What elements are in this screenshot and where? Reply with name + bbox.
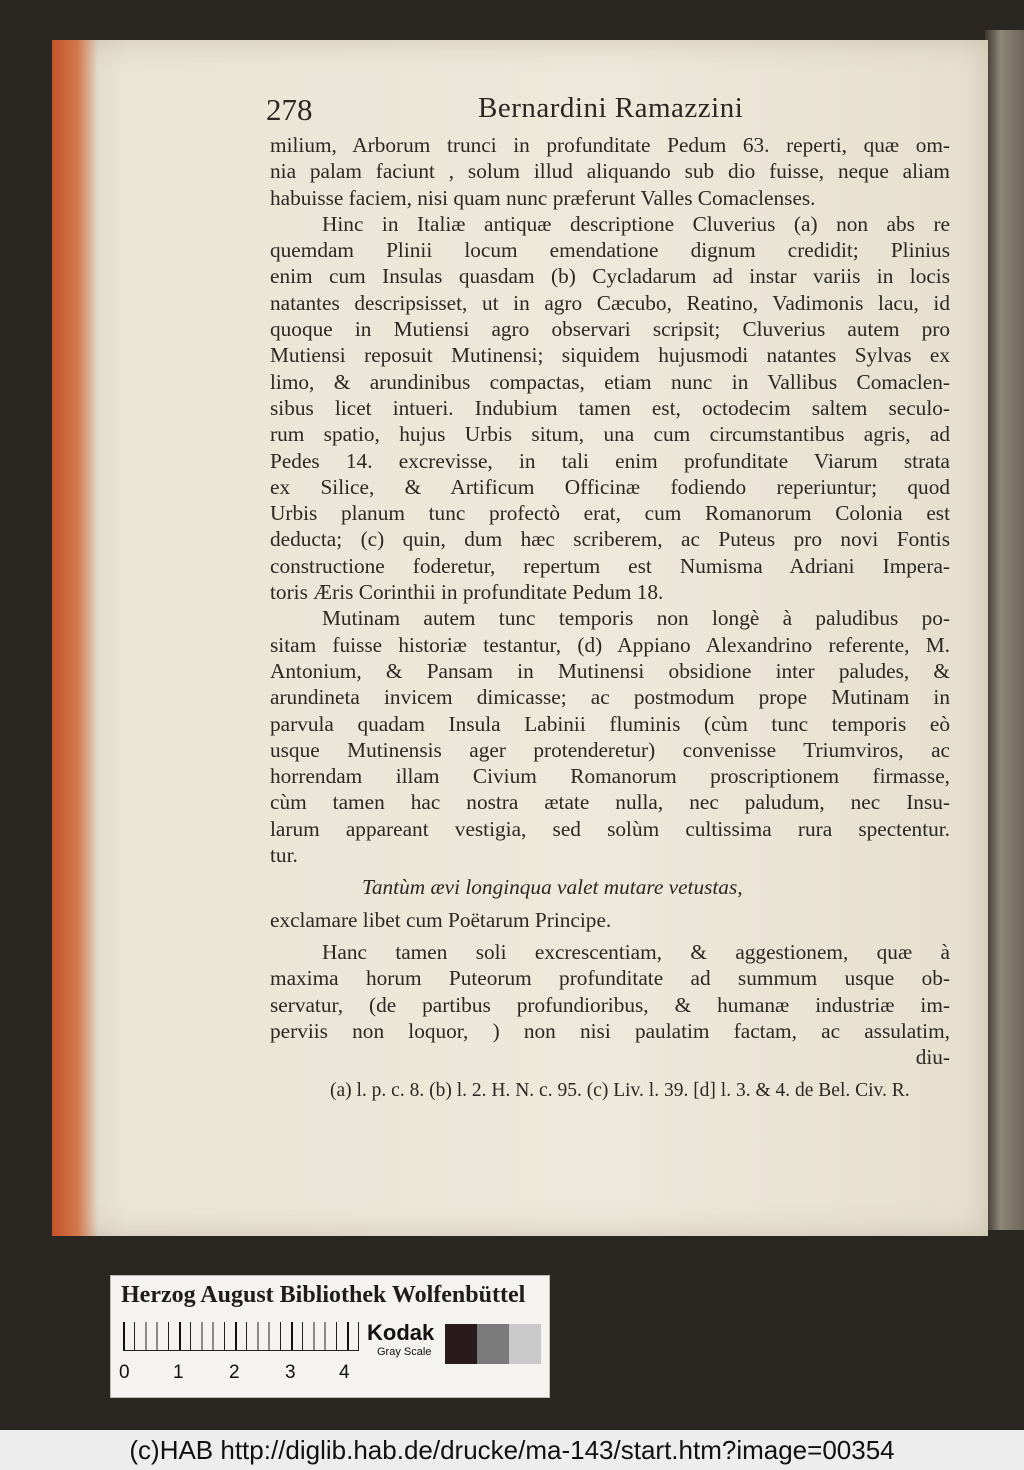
source-url: (c)HAB http://diglib.hab.de/drucke/ma-143/start.htm?image=00354 <box>129 1435 895 1465</box>
page-edge-stain <box>52 40 98 1236</box>
library-name: Herzog August Bibliothek Wolfenbüttel <box>121 1282 526 1308</box>
text-line: deducta; (c) quin, dum hæc scriberem, ac Puteus pro novi Fontis <box>270 527 950 552</box>
text-line: perviis non loquor, ) non nisi paulatim factam, ac assulatim, <box>270 1018 950 1043</box>
text-line: maxima horum Puteorum profunditate ad summum usque ob- <box>270 966 950 991</box>
text-line: quoque in Mutiensi agro observari scripsit; Cluverius autem pro <box>270 317 950 342</box>
text-line: ex Silice, & Artificum Officinæ fodiendo reperiuntur; quod <box>270 474 950 499</box>
ruler-number: 0 <box>119 1362 130 1383</box>
running-head: Bernardini Ramazzini <box>478 92 744 124</box>
ruler-major-tick <box>179 1322 181 1350</box>
text-line: natantes descripsisset, ut in agro Cæcubo, Reatino, Vadimonis lacu, id <box>270 290 950 315</box>
ruler-major-tick <box>347 1322 349 1350</box>
page-number: 278 <box>266 92 313 127</box>
text-line: Pedes 14. excrevisse, in tali enim profunditate Viarum strata <box>270 448 950 473</box>
text-line: enim cum Insulas quasdam (b) Cycladarum ad instar variis in locis <box>270 264 950 289</box>
text-line: limo, & arundinibus compactas, etiam nunc in Vallibus Comaclen- <box>270 369 950 394</box>
ruler-number: 3 <box>285 1362 296 1383</box>
text-line: larum appareant vestigia, sed solùm cultissima rura spectentur. <box>270 816 950 841</box>
footnotes: (a) l. p. c. 8. (b) l. 2. H. N. c. 95. (c) Liv. l. 39. [d] l. 3. & 4. de Bel. Civ. R. <box>330 1080 910 1102</box>
text-line: parvula quadam Insula Labinii fluminis (cùm tunc temporis eò <box>270 711 950 736</box>
ruler-major-tick <box>291 1322 293 1350</box>
paragraph-start-line: Hanc tamen soli excrescentiam, & aggestionem, quæ à <box>322 939 950 964</box>
page-header <box>266 92 956 132</box>
ruler-number: 1 <box>173 1362 184 1383</box>
text-line: servatur, (de partibus profundioribus, & humanæ industriæ im- <box>270 992 950 1017</box>
text-line: nia palam faciunt , solum illud aliquando sub dio fuisse, neque aliam <box>270 159 950 184</box>
paragraph-start-line: Mutinam autem tunc temporis non longè à paludibus po- <box>322 606 950 631</box>
text-line: exclamare libet cum Poëtarum Principe. <box>270 907 612 932</box>
adjacent-page-edge <box>985 30 1024 1230</box>
gray-swatch-dark <box>445 1324 477 1364</box>
body-text <box>270 132 950 1105</box>
text-line: Urbis planum tunc profectò erat, cum Romanorum Colonia est <box>270 501 950 526</box>
text-line: arundineta invicem dimicasse; ac postmodum prope Mutinam in <box>270 685 950 710</box>
copyright-bar <box>0 1430 1024 1470</box>
catchword: diu- <box>915 1045 950 1070</box>
text-line: usque Mutinensis ager protenderetur) convenisse Triumviros, ac <box>270 737 950 762</box>
ruler-number: 4 <box>339 1362 350 1383</box>
text-line: Antonium, & Pansam in Mutinensi obsidione inter paludes, & <box>270 658 950 683</box>
text-line: quemdam Plinii locum emendatione dignum credidit; Plinius <box>270 238 950 263</box>
text-line: tur. <box>270 843 298 868</box>
gray-scale-label: Gray Scale <box>377 1346 432 1358</box>
text-line: horrendam illam Civium Romanorum proscriptionem firmasse, <box>270 764 950 789</box>
text-line: rum spatio, hujus Urbis situm, una cum circumstantibus agris, ad <box>270 422 950 447</box>
text-line: constructione foderetur, repertum est Numisma Adriani Impera- <box>270 553 950 578</box>
text-line: toris Æris Corinthii in profunditate Pedum 18. <box>270 580 664 605</box>
text-line: milium, Arborum trunci in profunditate Pedum 63. reperti, quæ om- <box>270 133 950 157</box>
library-label-card <box>110 1275 550 1398</box>
text-line: Mutiensi reposuit Mutinensi; siquidem hujusmodi natantes Sylvas ex <box>270 343 950 368</box>
text-line: sibus licet intueri. Indubium tamen est, octodecim saltem seculo- <box>270 395 950 420</box>
ruler-number: 2 <box>229 1362 240 1383</box>
scale-ruler <box>123 1322 359 1351</box>
text-line: cùm tamen hac nostra ætate nulla, nec paludum, nec Insu- <box>270 790 950 815</box>
ruler-major-tick <box>235 1322 237 1350</box>
text-line: habuisse faciem, nisi quam nunc præferunt Valles Comaclenses. <box>270 185 816 210</box>
text-line: sitam fuisse historiæ testantur, (d) Appiano Alexandrino referente, M. <box>270 632 950 657</box>
verse-quote: Tantùm ævi longinqua valet mutare vetustas, <box>362 875 743 900</box>
ruler-major-tick <box>123 1322 125 1350</box>
paragraph-start-line: Hinc in Italiæ antiquæ descriptione Cluverius (a) non abs re <box>322 211 950 236</box>
gray-swatch-mid <box>477 1324 509 1364</box>
kodak-logo: Kodak <box>367 1320 435 1345</box>
gray-swatch-light <box>509 1324 541 1364</box>
